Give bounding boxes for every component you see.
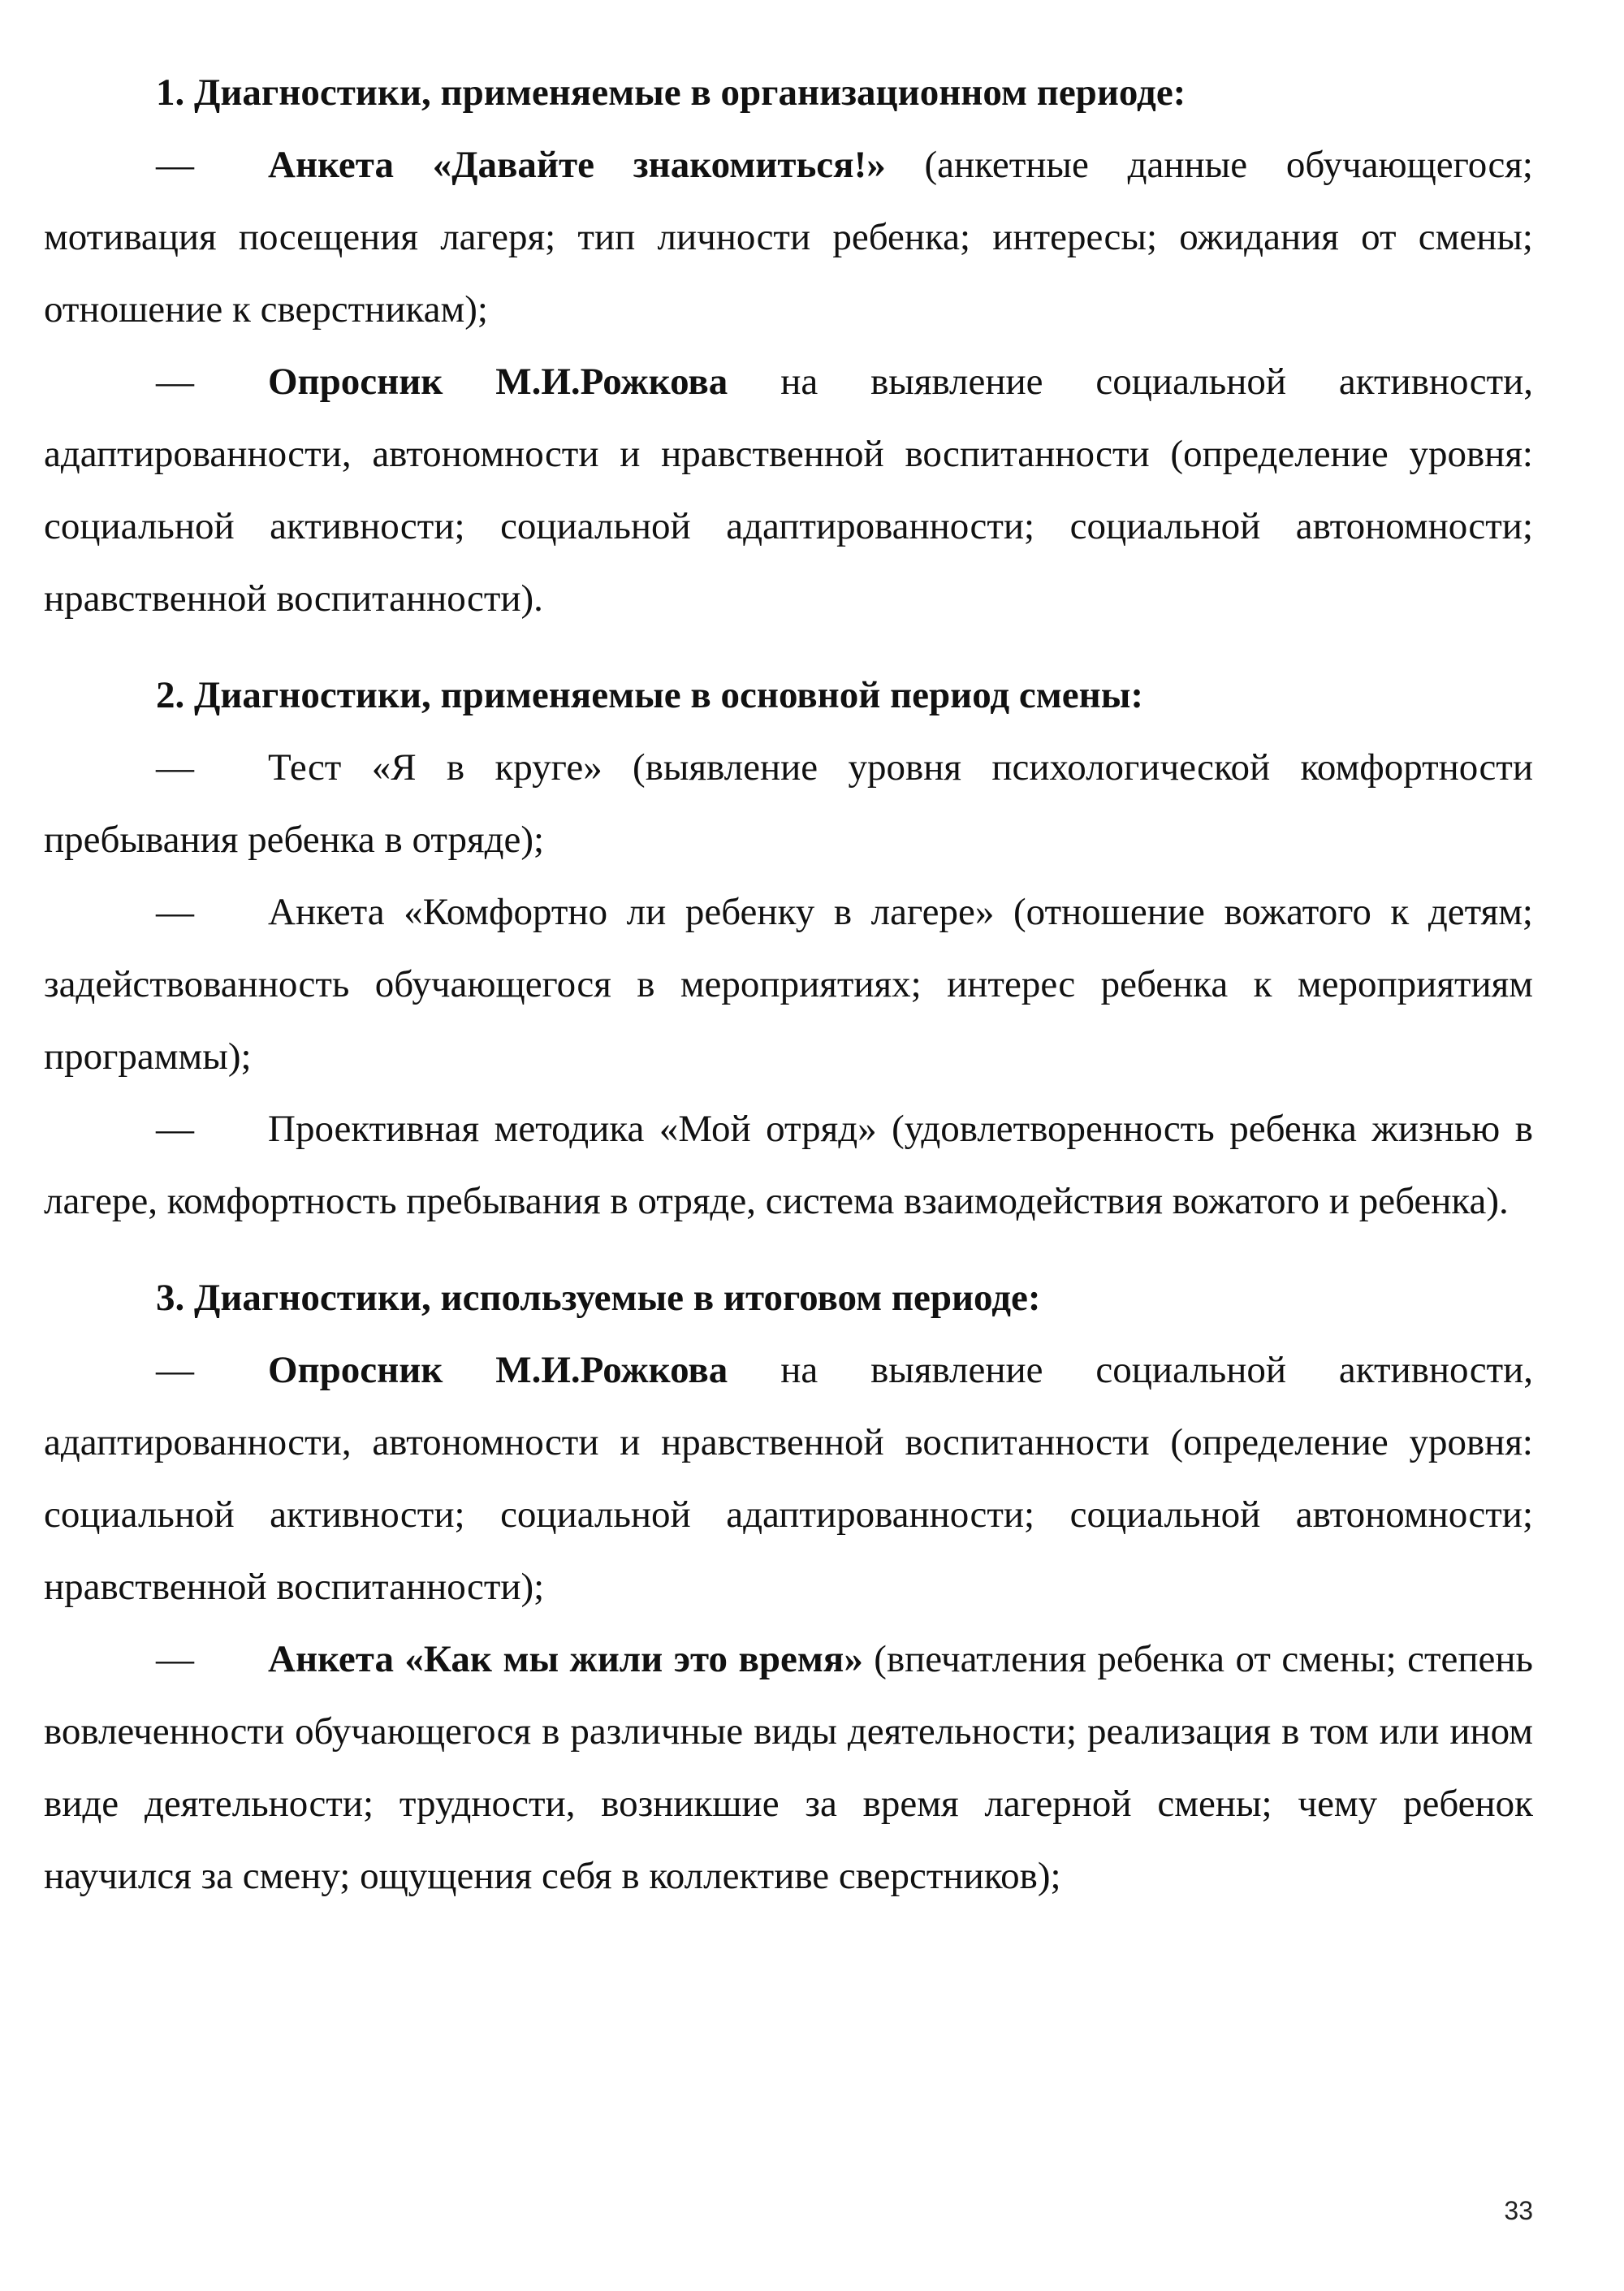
- item-description: на выявление социальной активности, адаптированности, автономности и нравственной воспитанности (определение уровня: социальной активности; социальной адаптированности; социальной автономности; нравственной воспитанности).: [44, 361, 1534, 620]
- dash-bullet: —: [156, 746, 194, 789]
- list-item: [44, 876, 1533, 1093]
- document-body: [44, 57, 1533, 1913]
- item-description: Анкета «Комфортно ли ребенку в лагере» (отношение вожатого к детям; задействованность обучающегося в мероприятиях; интерес ребенка к мероприятиям программы);: [44, 891, 1533, 1078]
- dash-bullet: —: [156, 1638, 194, 1680]
- item-title: Анкета «Как мы жили это время»: [268, 1638, 863, 1680]
- item-title: Анкета «Давайте знакомиться!»: [268, 144, 886, 186]
- item-title: Опросник М.И.Рожкова: [268, 361, 728, 403]
- item-description: (анкетные данные обучающегося; мотивация посещения лагеря; тип личности ребенка; интересы; ожидания от смены; отношение к сверстникам);: [44, 144, 1533, 331]
- list-item: [44, 732, 1533, 876]
- section-heading-organizational: 1. Диагностики, применяемые в организационном периоде:: [156, 71, 1186, 114]
- list-item: [44, 129, 1533, 346]
- dash-bullet: —: [156, 361, 194, 403]
- page-number: 33: [1504, 2196, 1533, 2225]
- item-title: Опросник М.И.Рожкова: [268, 1349, 728, 1391]
- dash-bullet: —: [156, 891, 194, 933]
- section-heading-main-period: 2. Диагностики, применяемые в основной период смены:: [156, 674, 1144, 716]
- item-description: Проективная методика «Мой отряд» (удовлетворенность ребенка жизнью в лагере, комфортность пребывания в отряде, система взаимодействия вожатого и ребенка).: [44, 1108, 1533, 1222]
- list-item: [44, 1334, 1533, 1623]
- list-item: [44, 1623, 1533, 1913]
- list-item: [44, 1093, 1533, 1238]
- section-heading-final-period: 3. Диагностики, используемые в итоговом периоде:: [156, 1277, 1041, 1319]
- dash-bullet: —: [156, 1108, 194, 1150]
- dash-bullet: —: [156, 1349, 194, 1391]
- item-description: (впечатления ребенка от смены; степень вовлеченности обучающегося в различные виды деятельности; реализация в том или ином виде деятельности; трудности, возникшие за время лагерной смены; чему ребенок научился за смену; ощущения себя в коллективе сверстников);: [44, 1638, 1533, 1897]
- list-item: [44, 346, 1533, 635]
- dash-bullet: —: [156, 144, 194, 186]
- item-description: Тест «Я в круге» (выявление уровня психологической комфортности пребывания ребенка в отряде);: [44, 746, 1533, 861]
- item-description: на выявление социальной активности, адаптированности, автономности и нравственной воспитанности (определение уровня: социальной активности; социальной адаптированности; социальной автономности; нравственной воспитанности);: [44, 1349, 1534, 1608]
